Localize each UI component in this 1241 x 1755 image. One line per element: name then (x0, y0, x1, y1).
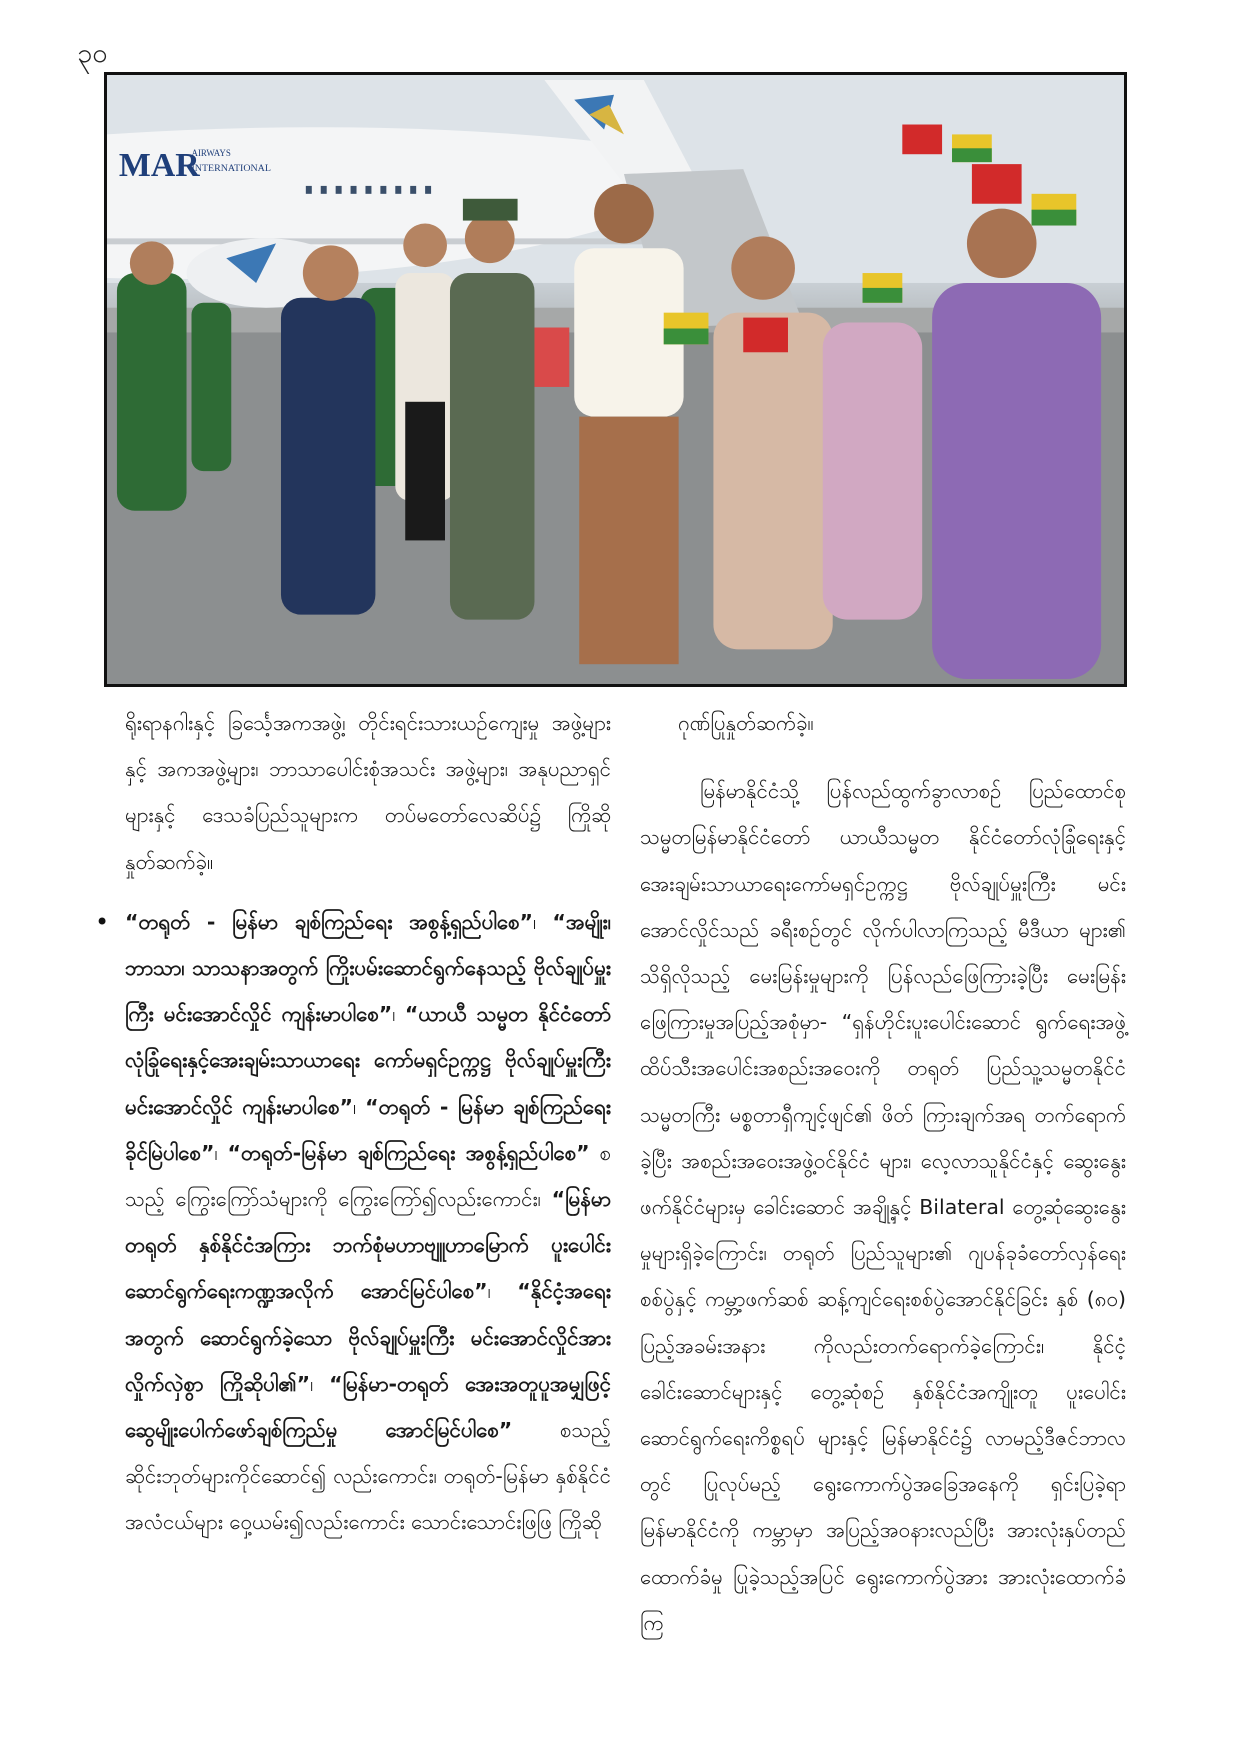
bullet-icon: • (95, 907, 110, 936)
right-paragraph-1: ဂုဏ်ပြုနှုတ်ဆက်ခဲ့။ (678, 711, 814, 735)
left-column (95, 700, 612, 1546)
svg-text:AIRWAYS: AIRWAYS (191, 148, 231, 159)
news-photo (104, 72, 1127, 687)
right-paragraph-2: မြန်မာနိုင်ငံသို့ ပြန်လည်ထွက်ခွာလာစဉ် ပြည်ထောင်စု သမ္မတမြန်မာနိုင်ငံတော် ယာယီသမ္မတ နိုင်ငံတော်လုံခြုံရေးနှင့် အေးချမ်းသာယာရေးကော်မရှင်ဥက္ကဋ္ဌ ဗိုလ်ချုပ်မှူးကြီး မင်းအောင်လှိုင်သည် ခရီးစဉ်တွင် လိုက်ပါလာကြသည့် မီဒီယာ များ၏ သိရှိလိုသည့် မေးမြန်းမှုများကို ပြန်လည်ဖြေကြားခဲ့ပြီး မေးမြန်းဖြေကြားမှုအပြည့်အစုံမှာ- “ရှန်ဟိုင်းပူးပေါင်းဆောင် ရွက်ရေးအဖွဲ့ ထိပ်သီးအပေါင်းအစည်းအဝေးကို တရုတ် ပြည်သူ့သမ္မတနိုင်ငံ သမ္မတကြီး မစ္စတာရှီကျင့်ဖျင်၏ ဖိတ် ကြားချက်အရ တက်ရောက်ခဲ့ပြီး အစည်းအဝေးအဖွဲ့ဝင်နိုင်ငံ များ၊ လေ့လာသူနိုင်ငံနှင့် ဆွေးနွေးဖက်နိုင်ငံများမှ ခေါင်းဆောင် အချို့နှင့် Bilateral တွေ့ဆုံဆွေးနွေးမှုများရှိခဲ့ကြောင်း၊ တရုတ် ပြည်သူများ၏ ဂျပန်ခုခံတော်လှန်ရေးစစ်ပွဲနှင့် ကမ္ဘာ့ဖက်ဆစ် ဆန့်ကျင်ရေးစစ်ပွဲအောင်နိုင်ခြင်း နှစ် (၈၀) ပြည့်အခမ်းအနား ကိုလည်းတက်ရောက်ခဲ့ကြောင်း၊ နိုင်ငံ့ခေါင်းဆောင်များနှင့် တွေ့ဆုံစဉ် နှစ်နိုင်ငံအကျိုးတူ ပူးပေါင်းဆောင်ရွက်ရေးကိစ္စရပ် များနှင့် မြန်မာနိုင်ငံ၌ လာမည့်ဒီဇင်ဘာလတွင် ပြုလုပ်မည့် ရွေးကောက်ပွဲအခြေအနေကို ရှင်းပြခဲ့ရာ မြန်မာနိုင်ငံကို ကမ္ဘာမှာ အပြည့်အဝနားလည်ပြီး အားလုံးနှပ်တည်ထောက်ခံမှု ပြုခဲ့သည့်အပြင် ရွေးကောက်ပွဲအား အားလုံးထောက်ခံကြ (640, 779, 1126, 1635)
right-column (640, 700, 1126, 1646)
slogans-paragraph: “တရုတ် - မြန်မာ ချစ်ကြည်ရေး အစွန့်ရှည်ပါစေ”၊ “အမျိုး၊ ဘာသာ၊ သာသနာအတွက် ကြိုးပမ်းဆောင်ရွက်နေသည့် ဗိုလ်ချုပ်မှူးကြီး မင်းအောင်လှိုင် ကျန်းမာပါစေ”၊ “ယာယီ သမ္မတ နိုင်ငံတော်လုံခြုံရေးနှင့်အေးချမ်းသာယာရေး ကော်မရှင်ဥက္ကဋ္ဌ ဗိုလ်ချုပ်မှူးကြီး မင်းအောင်လှိုင် ကျန်းမာပါစေ”၊ “တရုတ် - မြန်မာ ချစ်ကြည်ရေးခိုင်မြဲပါစေ”၊ “တရုတ်-မြန်မာ ချစ်ကြည်ရေး အစွန့်ရှည်ပါစေ” စသည့် ကြွေးကြော်သံများကို ကြွေးကြော်၍လည်းကောင်း၊ “မြန်မာတရုတ် နှစ်နိုင်ငံအကြား ဘက်စုံမဟာဗျူဟာမြောက် ပူးပေါင်းဆောင်ရွက်ရေးကဏ္ဍအလိုက် အောင်မြင်ပါစေ”၊ “နိုင်ငံ့အရေးအတွက် ဆောင်ရွက်ခဲ့သော ဗိုလ်ချုပ်မှူးကြီး မင်းအောင်လှိုင်အား လှိုက်လှဲစွာ ကြိုဆိုပါ၏”၊ “မြန်မာ-တရုတ် အေးအတူပူအမျှဖြင့် ဆွေမျိုးပေါက်ဖော်ချစ်ကြည်မှု အောင်မြင်ပါစေ” စသည့် ဆိုင်းဘုတ်များကိုင်ဆောင်၍ လည်းကောင်း၊ တရုတ်-မြန်မာ နှစ်နိုင်ငံအလံငယ်များ ဝှေ့ယမ်း၍လည်းကောင်း သောင်းသောင်းဖြဖြ ကြိုဆို (125, 909, 612, 1535)
slogans-bullet (95, 899, 612, 1546)
page-number: ၃၀ (77, 38, 108, 69)
svg-text:INTERNATIONAL: INTERNATIONAL (191, 163, 271, 175)
left-paragraph-1: ရိုးရာနဂါးနှင့် ခြင်္သေ့အကအဖွဲ့၊ တိုင်းရင်းသားယဉ်ကျေးမှု အဖွဲ့များနှင့် အကအဖွဲ့များ၊ ဘာသာပေါင်းစုံအသင်း အဖွဲ့များ၊ အနုပညာရှင်များနှင့် ဒေသခံပြည်သူများက တပ်မတော်လေဆိပ်၌ ကြိုဆိုနှုတ်ဆက်ခဲ့။ (125, 711, 611, 874)
airline-name-text: MAR (118, 147, 200, 184)
photo-illustration (107, 75, 1124, 684)
